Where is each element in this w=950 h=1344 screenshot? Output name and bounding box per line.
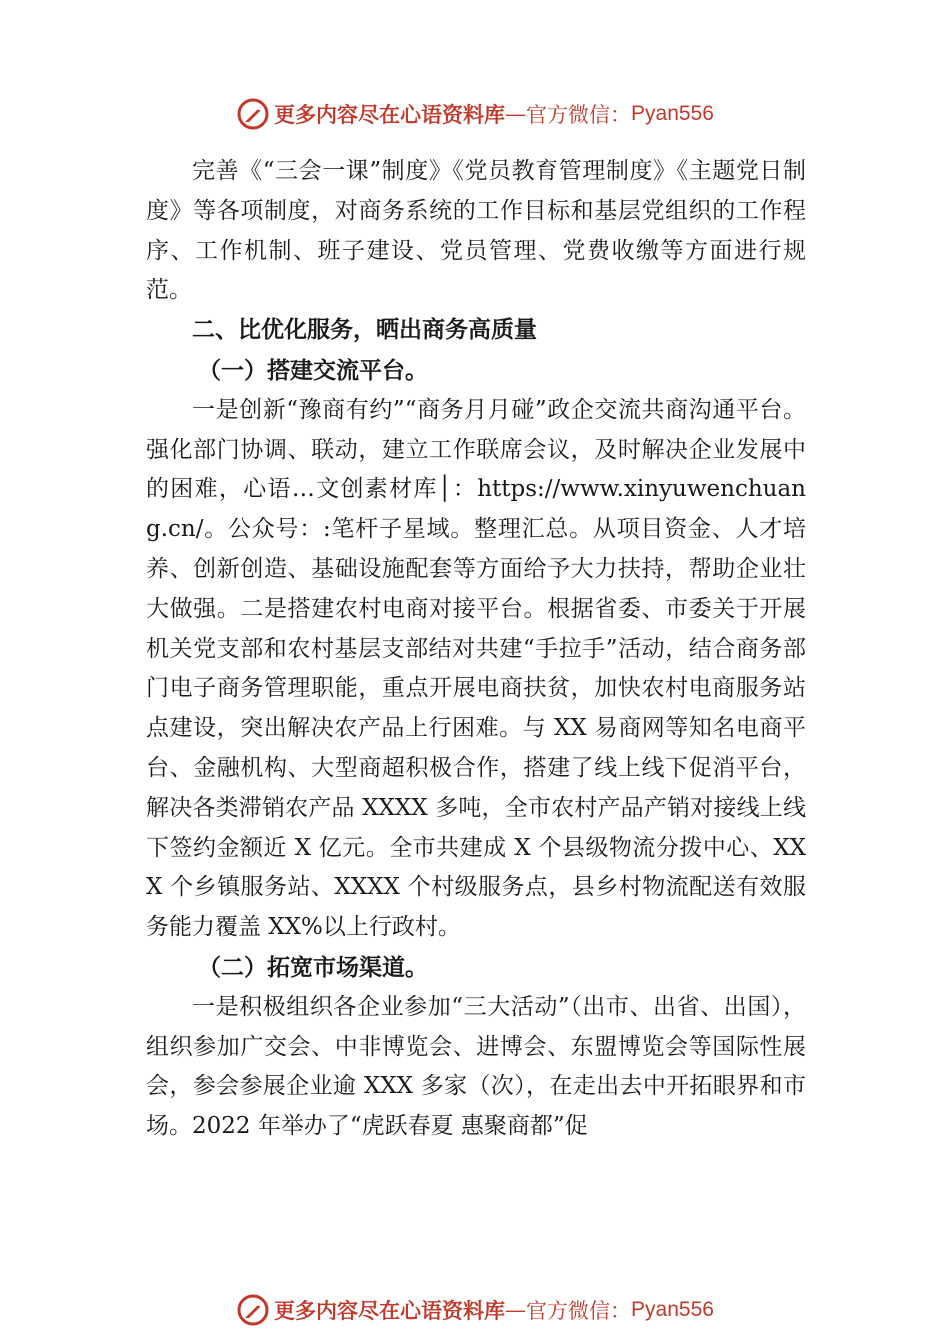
footer-banner bbox=[0, 1290, 950, 1330]
banner-wechat-label: 官方微信： bbox=[526, 1299, 632, 1323]
paragraph-regulations: 完善《“三会一课”制度》《党员教育管理制度》《主题党日制度》等各项制度，对商务系统的工作目标和基层党组织的工作程序、工作机制、班子建设、党员管理、党费收缴等方面进行规范。 bbox=[146, 158, 806, 304]
document-body bbox=[146, 152, 806, 1147]
banner-wechat-label: 官方微信： bbox=[526, 103, 632, 127]
banner-title: 更多内容尽在心语资料库 bbox=[274, 1298, 506, 1323]
subsection-heading-platform: （一）搭建交流平台。 bbox=[198, 356, 428, 384]
banner-wechat-id: Pyan556 bbox=[631, 102, 714, 125]
subsection-heading-market: （二）拓宽市场渠道。 bbox=[198, 953, 428, 981]
banner-separator: — bbox=[505, 1298, 527, 1322]
banner-wechat-id: Pyan556 bbox=[631, 1298, 714, 1321]
paragraph-market: 一是积极组织各企业参加“三大活动”（出市、出省、出国），组织参加广交会、中非博览会、进博会、东盟博览会等国际性展会，参会参展企业逾 XXX 多家（次），在走出去中开拓眼界和市场。2022 年举办了“虎跃春夏 惠聚商都”促 bbox=[146, 993, 806, 1140]
header-banner bbox=[0, 94, 950, 134]
section-heading: 二、比优化服务，晒出商务高质量 bbox=[192, 317, 537, 344]
pen-nib-logo-icon bbox=[236, 1293, 270, 1327]
pen-nib-logo-icon bbox=[236, 97, 270, 131]
banner-separator: — bbox=[505, 102, 527, 126]
banner-title: 更多内容尽在心语资料库 bbox=[274, 102, 506, 127]
paragraph-platform: 一是创新“豫商有约”“商务月月碰”政企交流共商沟通平台。强化部门协调、联动，建立工作联席会议，及时解决企业发展中的困难，心语…文创素材库│：https://www.xinyuwenchuang.cn/。公众号：:笔杆子星域。整理汇总。从项目资金、人才培养、创新创造、基础设施配套等方面给予大力扶持，帮助企业壮大做强。二是搭建农村电商对接平台。根据省委、市委关于开展机关党支部和农村基层支部结对共建“手拉手”活动，结合商务部门电子商务管理职能，重点开展电商扶贫，加快农村电商服务站点建设，突出解决农产品上行困难。与 XX 易商网等知名电商平台、金融机构、大型商超积极合作，搭建了线上线下促消平台，解决各类滞销农产品 XXXX 多吨，全市农村产品产销对接线上线下签约金额近 X 亿元。全市共建成 X 个县级物流分拨中心、XXX 个乡镇服务站、XXXX 个村级服务点，县乡村物流配送有效服务能力覆盖 XX%以上行政村。 bbox=[146, 396, 806, 941]
